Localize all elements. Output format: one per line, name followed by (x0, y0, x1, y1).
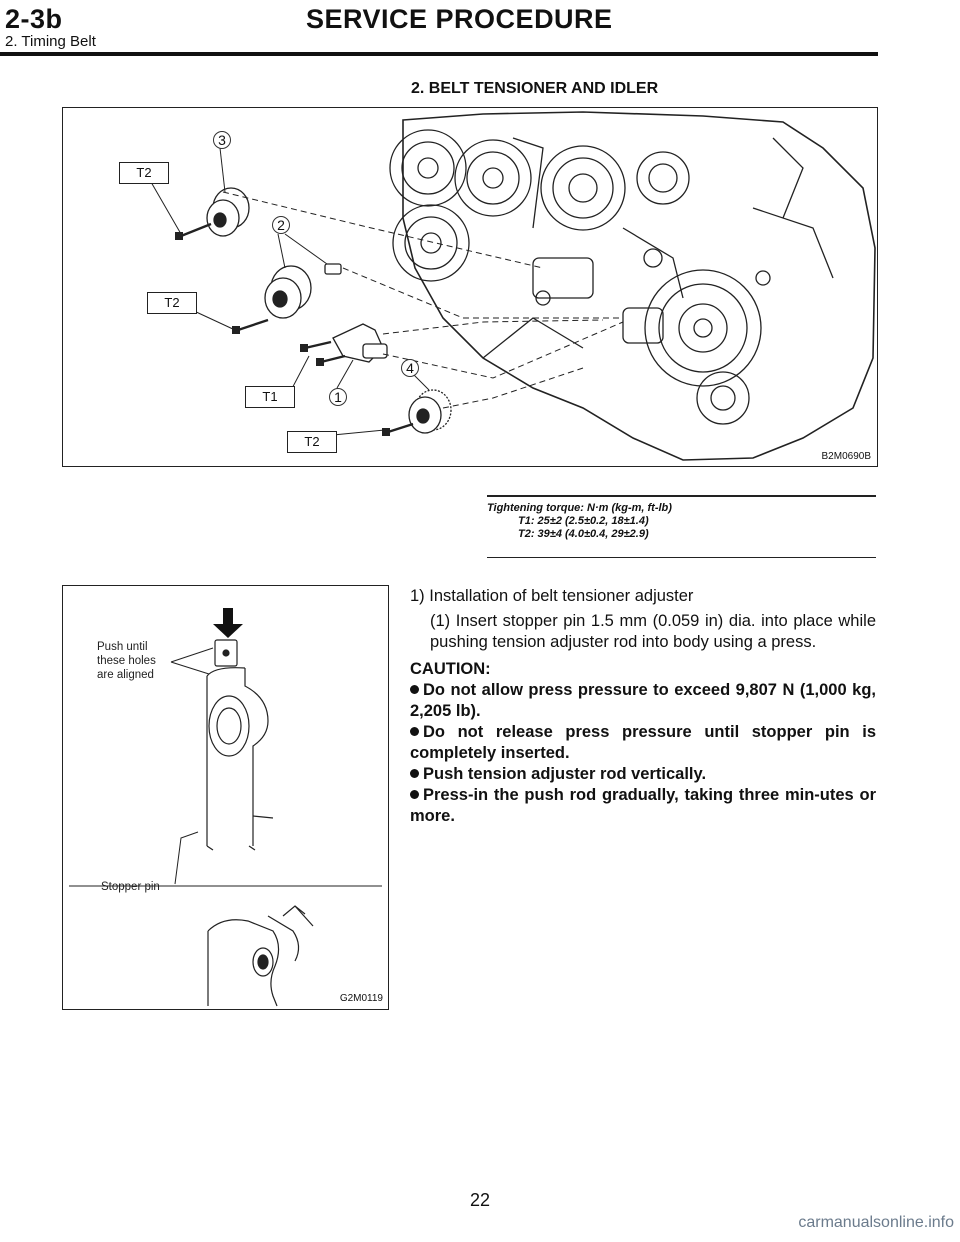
torque-spec (487, 495, 876, 558)
section-title: 2. BELT TENSIONER AND IDLER (411, 80, 659, 97)
caution-title: CAUTION: (410, 660, 491, 678)
caution-item (410, 680, 876, 722)
engine-figure (62, 107, 878, 467)
bullet-icon (410, 769, 419, 778)
callout-4: 4 (401, 359, 419, 377)
torque-t1: T1: 25±2 (2.5±0.2, 18±1.4) (518, 514, 649, 527)
procedure-text (410, 586, 876, 827)
push-label-line: Push until (97, 641, 148, 653)
caution-item (410, 785, 876, 827)
torque-t2: T2: 39±4 (4.0±0.4, 29±2.9) (518, 527, 649, 540)
caution-text: Do not allow press pressure to exceed 9,807 N (1,000 kg, 2,205 lb). (410, 681, 876, 720)
caution-item (410, 722, 876, 764)
bullet-icon (410, 685, 419, 694)
stopper-pin-label: Stopper pin (101, 881, 160, 893)
page-title: SERVICE PROCEDURE (306, 4, 613, 34)
bullet-icon (410, 790, 419, 799)
torque-heading: Tightening torque: N·m (kg-m, ft-lb) (487, 501, 672, 514)
callout-2: 2 (272, 216, 290, 234)
caution-text: Press-in the push rod gradually, taking three min-utes or more. (410, 786, 876, 825)
step-1-1: (1) Insert stopper pin 1.5 mm (0.059 in) dia. into place while pushing tension adjuster rod into body using a press. (430, 612, 876, 651)
caution-text: Push tension adjuster rod vertically. (423, 765, 707, 783)
callout-3: 3 (213, 131, 231, 149)
figure-id: B2M0690B (821, 451, 871, 462)
page-number: 22 (469, 1190, 491, 1210)
watermark: carmanualsonline.info (798, 1214, 954, 1231)
caution-item (410, 764, 876, 785)
torque-bottom-rule (487, 557, 876, 559)
header-rule (0, 52, 878, 56)
bullet-icon (410, 727, 419, 736)
torque-label-t2: T2 (287, 431, 337, 453)
engine-illustration (63, 108, 877, 466)
caution-text: Do not release press pressure until stopper pin is completely inserted. (410, 723, 876, 762)
torque-label-t1: T1 (245, 386, 295, 408)
figure-id: G2M0119 (339, 993, 383, 1004)
step-1: 1) Installation of belt tensioner adjuster (410, 587, 694, 605)
push-label-line: are aligned (97, 669, 154, 681)
torque-label-t2: T2 (147, 292, 197, 314)
push-label-line: these holes (97, 655, 156, 667)
adjuster-figure (62, 585, 389, 1010)
page-subtitle: 2. Timing Belt (5, 33, 96, 50)
push-until-label (97, 640, 156, 682)
section-code: 2-3b (5, 4, 63, 34)
torque-top-rule (487, 495, 876, 497)
callout-1: 1 (329, 388, 347, 406)
torque-label-t2: T2 (119, 162, 169, 184)
